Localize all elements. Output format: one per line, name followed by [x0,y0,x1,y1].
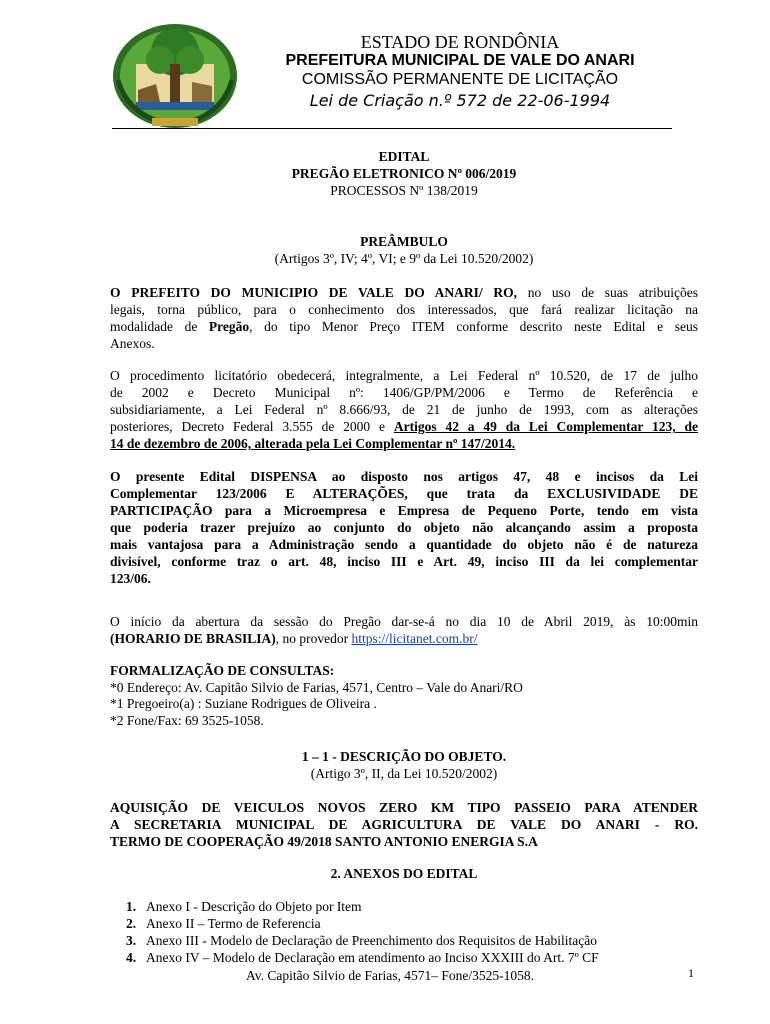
header-lei: Lei de Criação n.º 572 de 22-06-1994 [309,91,611,110]
text-line: de 2002 e Decreto Municipal nº: 1406/GP/PM/2006 e Termo de Referência e [110,385,698,400]
list-text: Anexo II – Termo de Referencia [146,916,321,931]
text-line: AQUISIÇÃO DE VEICULOS NOVOS ZERO KM TIPO PASSEIO PARA ATENDER [110,800,698,815]
list-number: 3. [126,933,137,948]
text-line: divisível, conforme traz o art. 48, inciso III e Art. 49, inciso III da lei complementar [110,554,698,569]
text-line [110,318,698,335]
list-item: *1 Pregoeiro(a) : Suziane Rodrigues de Oliveira . [110,696,377,711]
anexos-list [126,898,686,966]
text-line: subsidiariamente, a Lei Federal nº 8.666/93, de 21 de junho de 1993, com as alterações [110,402,698,417]
text-line: TERMO DE COOPERAÇÃO 49/2018 SANTO ANTONIO ENERGIA S.A [110,834,538,849]
artigos-bold: Artigos 42 a 49 da Lei Complementar 123, de [393,419,698,434]
text-line: PARTICIPAÇÃO para a Microempresa e Empresa de Pequeno Porte, tendo em vista [110,503,698,518]
paragraph-preambulo [110,284,698,352]
text-line: que poderia trazer prejuízo ao conjunto do objeto não alcançando assim a proposta [110,520,698,535]
header-divider [112,128,672,129]
objeto-description [110,799,698,850]
list-number: 4. [126,950,137,965]
prefeito-bold: O PREFEITO DO MUNICIPIO DE VALE DO ANARI/ RO, [110,285,518,300]
list-item [126,898,686,915]
preambulo-heading: PREÂMBULO [360,234,448,249]
edital-title: EDITAL [378,149,430,164]
list-number: 2. [126,916,137,931]
consultas-section [110,663,670,729]
paragraph-abertura [110,613,698,647]
list-item: *2 Fone/Fax: 69 3525-1058. [110,712,264,728]
list-text: Anexo III - Modelo de Declaração de Preenchimento dos Requisitos de Habilitação [146,933,597,948]
list-number: 1. [126,899,137,914]
list-text: Anexo IV – Modelo de Declaração em atendimento ao Inciso XXXIII do Art. 7º CF [146,950,599,965]
text-line [110,284,698,301]
text-span: , do tipo Menor Preço ITEM conforme descrito neste Edital e seus [249,319,698,334]
header-state: ESTADO DE RONDÔNIA [360,32,560,52]
list-item [126,932,686,949]
text-line [110,630,698,647]
header-prefeitura: PREFEITURA MUNICIPAL DE VALE DO ANARI [285,52,635,69]
text-span: modalidade de [110,319,209,334]
anexos-heading: 2. ANEXOS DO EDITAL [330,866,478,881]
pregao-number: PREGÃO ELETRONICO Nº 006/2019 [291,166,517,181]
paragraph-procedimento [110,367,698,452]
page-number: 1 [688,966,694,980]
text-line: mais vantajosa para a Administração sendo a quantidade do objeto não é de natureza [110,537,698,552]
objeto-sub: (Artigo 3º, II, da Lei 10.520/2002) [310,766,498,781]
paragraph-dispensa [110,468,698,587]
text-span: , no provedor [275,631,352,646]
text-line: O início da abertura da sessão do Pregão dar-se-á no dia 10 de Abril 2019, às 10:00min [110,614,698,629]
text-line: Complementar 123/2006 E ALTERAÇÕES, que trata da EXCLUSIVIDADE DE [110,486,698,501]
text-line: 123/06. [110,571,151,586]
text-line: O presente Edital DISPENSA ao disposto nos artigos 47, 48 e incisos da Lei [110,469,698,484]
preambulo-sub: (Artigos 3º, IV; 4º, VI; e 9º da Lei 10.520/2002) [274,251,534,266]
processo-number: PROCESSOS Nº 138/2019 [330,183,478,198]
list-item [126,915,686,932]
text-line: Anexos. [110,336,155,351]
footer-address: Av. Capitão Silvio de Farias, 4571– Fone/3525-1058. [246,968,534,983]
text-line: 14 de dezembro de 2006, alterada pela Lei Complementar nº 147/2014. [110,436,516,451]
coat-of-arms-logo-icon [108,20,242,132]
text-line: A SECRETARIA MUNICIPAL DE AGRICULTURA DE VALE DO ANARI - RO. [110,817,698,832]
list-text: Anexo I - Descrição do Objeto por Item [146,899,362,914]
text-span: posteriores, Decreto Federal 3.555 de 2000 e [110,419,394,434]
text-line [110,418,698,435]
objeto-heading: 1 – 1 - DESCRIÇÃO DO OBJETO. [301,749,507,764]
pregao-bold: Pregão [208,319,250,334]
list-item [126,949,686,966]
licitanet-link[interactable]: https://licitanet.com.br/ [351,631,478,646]
text-line: O procedimento licitatório obedecerá, integralmente, a Lei Federal nº 10.520, de 17 de julho [110,368,698,383]
consultas-heading: FORMALIZAÇÃO DE CONSULTAS: [110,663,335,678]
text-line: legais, torna público, para o conhecimento dos interessados, que fará realizar licitação na [110,302,698,317]
header-comissao: COMISSÃO PERMANENTE DE LICITAÇÃO [301,71,619,88]
list-item: *0 Endereço: Av. Capitão Silvio de Farias, 4571, Centro – Vale do Anari/RO [110,679,523,695]
horario-bold: (HORARIO DE BRASILIA) [110,631,276,646]
text-span: no uso de suas atribuições [517,285,698,300]
